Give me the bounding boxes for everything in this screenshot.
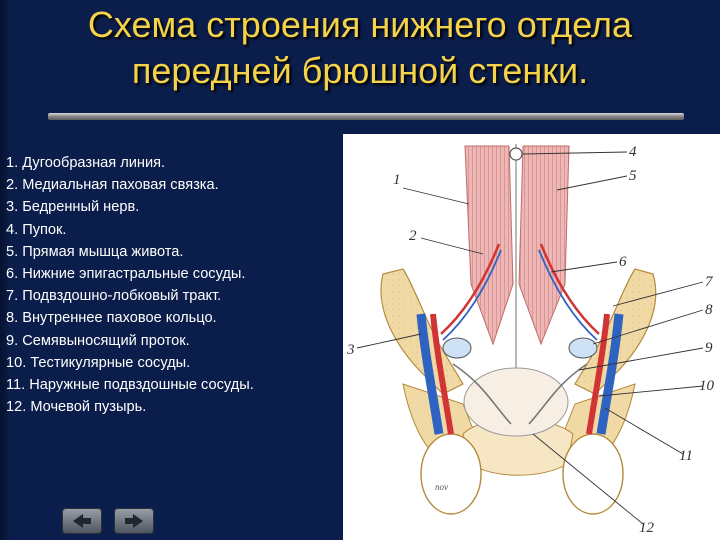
legend-item: 1. Дугообразная линия. xyxy=(6,155,166,171)
callout-1: 1 xyxy=(393,172,401,188)
umbilicus-icon xyxy=(510,148,522,160)
legend-item: 8. Внутреннее паховое кольцо. xyxy=(6,310,217,327)
callout-6: 6 xyxy=(619,254,627,270)
arrow-left-icon xyxy=(71,513,93,529)
next-slide-button[interactable] xyxy=(114,508,154,534)
callout-5: 5 xyxy=(629,168,637,184)
callout-11: 11 xyxy=(679,448,693,464)
legend-item: 6. Нижние эпигастральные сосуды. xyxy=(6,266,246,283)
inguinal-ring-left xyxy=(443,338,471,358)
legend-item: 12. Мочевой пузырь. xyxy=(6,399,147,416)
arrow-right-icon xyxy=(123,513,145,529)
callout-9: 9 xyxy=(705,340,713,356)
callout-3: 3 xyxy=(347,342,355,358)
legend-item: 9. Семявыносящий проток. xyxy=(6,332,190,349)
rectus-muscle-left xyxy=(465,146,513,344)
callout-12: 12 xyxy=(639,520,654,536)
callout-7: 7 xyxy=(705,274,713,290)
anatomy-illustration xyxy=(343,134,720,540)
rectus-muscle-right xyxy=(519,146,569,344)
callout-10: 10 xyxy=(699,378,714,394)
callout-4: 4 xyxy=(629,144,637,160)
legend-item: 5. Прямая мышца живота. xyxy=(6,243,184,260)
obturator-foramen-left xyxy=(421,434,481,514)
legend-item: 11. Наружные подвздошные сосуды. xyxy=(6,377,254,394)
slide-title xyxy=(0,2,720,94)
title-divider xyxy=(48,113,684,120)
legend-list xyxy=(6,152,346,418)
legend-item: 4. Пупок. xyxy=(6,221,67,238)
inguinal-ring-right xyxy=(569,338,597,358)
callout-8: 8 xyxy=(705,302,713,318)
legend-item: 10. Тестикулярные сосуды. xyxy=(6,354,191,371)
title-line-1: Схема строения нижнего отдела xyxy=(87,4,633,45)
obturator-foramen-right xyxy=(563,434,623,514)
artist-signature: nov xyxy=(435,482,448,492)
legend-item: 7. Подвздошно-лобковый тракт. xyxy=(6,288,222,305)
anatomy-figure xyxy=(343,134,720,540)
callout-2: 2 xyxy=(409,228,417,244)
legend-item: 2. Медиальная паховая связка. xyxy=(6,177,219,194)
legend-item: 3. Бедренный нерв. xyxy=(6,199,140,216)
bladder xyxy=(464,368,568,436)
title-line-2: передней брюшной стенки. xyxy=(131,50,589,91)
prev-slide-button[interactable] xyxy=(62,508,102,534)
